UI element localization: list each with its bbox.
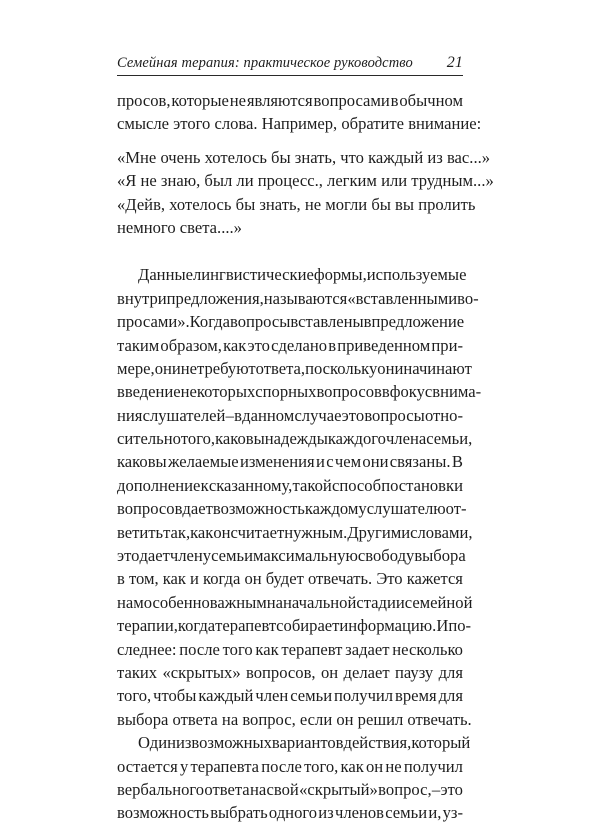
text-line: остается у терапевта после того, как он не получил xyxy=(117,756,463,776)
text-line: терапии, когда терапевт собирает информацию. И по- xyxy=(117,616,472,636)
quote-line: немного света....» xyxy=(117,217,242,237)
text-line: каковы желаемые изменения и с чем они связаны. В xyxy=(117,452,463,472)
header-rule xyxy=(117,75,463,76)
text-line: ветить так, как он считает нужным. Другими словами, xyxy=(117,522,473,542)
text-line: в том, как и когда он будет отвечать. Это кажется xyxy=(117,569,463,589)
text-line: дополнение к сказанному, такой способ постановки xyxy=(117,475,463,495)
quote-block xyxy=(117,146,494,240)
body-text xyxy=(117,89,494,825)
paragraph-2 xyxy=(117,731,471,825)
text-line: таким образом, как это сделано в приведенном при- xyxy=(117,335,463,355)
quote-line: «Я не знаю, был ли процесс., легким или трудным...» xyxy=(117,171,494,191)
text-line: возможность выбрать одного из членов семьи и, уз- xyxy=(117,803,463,823)
text-line: ния слушателей – в данном случае это вопросы отно- xyxy=(117,405,463,425)
quote-line: «Мне очень хотелось бы знать, что каждый из вас...» xyxy=(117,147,491,167)
text-line: следнее: после того как терапевт задает несколько xyxy=(117,639,463,659)
text-line: Данные лингвистические формы, используемые xyxy=(138,265,467,285)
text-line: сительно того, каковы надежды каждого члена семьи, xyxy=(117,429,473,449)
page-number: 21 xyxy=(446,54,463,71)
text-line: того, чтобы каждый член семьи получил время для xyxy=(117,686,463,706)
text-line: внутри предложения, называются «вставленными во- xyxy=(117,288,479,308)
text-line: просов, которые не являются вопросами в обычном xyxy=(117,91,463,110)
book-title: Семейная терапия: практическое руководство xyxy=(117,55,413,71)
text-line: нам особенно важным на начальной стадии семейной xyxy=(117,592,473,612)
text-line: это дает члену семьи максимальную свободу выбора xyxy=(117,546,466,566)
quote-line: «Дейв, хотелось бы знать, не могли бы вы пролить xyxy=(117,194,476,214)
text-line: Один из возможных вариантов действия, который xyxy=(138,733,471,753)
text-line: мере, они не требуют ответа, поскольку они начинают xyxy=(117,358,472,378)
text-line: выбора ответа на вопрос, если он решил отвечать. xyxy=(117,709,472,729)
text-line: таких «скрытых» вопросов, он делает паузу для xyxy=(117,662,463,682)
text-line: смысле этого слова. Например, обратите внимание: xyxy=(117,114,482,134)
running-head xyxy=(117,50,463,72)
text-line: вопросов дает возможность каждому слушателю от- xyxy=(117,499,467,519)
text-line: введение некоторых спорных вопросов в фокус внима- xyxy=(117,382,482,402)
text-line: просами». Когда вопросы вставлены в предложение xyxy=(117,312,465,332)
intro-block xyxy=(117,89,482,136)
text-line: вербального ответа на свой «скрытый» вопрос, – это xyxy=(117,779,463,799)
paragraph-1 xyxy=(117,263,482,731)
